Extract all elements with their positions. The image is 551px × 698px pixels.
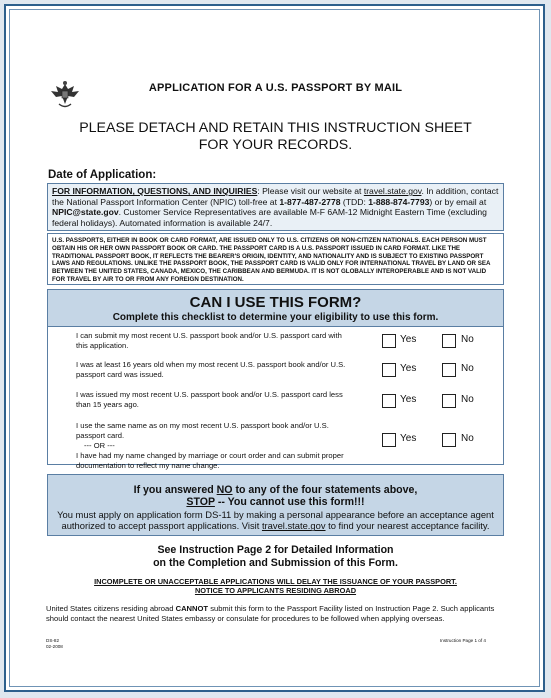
q3-no-checkbox[interactable] [442,394,456,408]
info-box [47,183,504,231]
acceptance-facility-link[interactable]: travel.state.gov [261,520,326,532]
npic-email[interactable]: NPIC@state.gov [52,207,119,218]
checklist-question-3 [76,390,504,410]
warning-notice [0,577,551,595]
passport-notice: U.S. PASSPORTS, EITHER IN BOOK OR CARD FORMAT, ARE ISSUED ONLY TO U.S. CITIZENS OR NON-CITIZEN NATIONALS. EACH PERSON MUST OBTAIN HIS OR HER OWN PASSPORT BOOK OR CARD. THE PASSPORT CARD IS A U.S. PASSPORT ISSUED IN CARD FORMAT. LIKE THE TRADITIONAL PASSPORT BOOK, IT REFLECTS THE BEARER'S ORIGIN, IDENTITY, AND NATIONALITY AND IS SUBJECT TO EXISTING PASSPORT LAWS AND REGULATIONS. UNLIKE THE PASSPORT BOOK, THE PASSPORT CARD IS VALID ONLY FOR INTERNATIONAL TRAVEL BY LAND OR SEA BETWEEN THE UNITED STATES, CANADA, MEXICO, THE CARIBBEAN AND BERMUDA. IT IS NOT GLOBALLY INTEROPERABLE AND IS NOT VALID FOR TRAVEL BY AIR TO OR FROM ANY FOREIGN DESTINATION. [47,233,504,285]
q2-no-label: No [461,363,474,374]
form-number: DS-82 [46,638,60,643]
q4-yes-label: Yes [400,433,417,444]
detach-notice [0,120,551,154]
info-text-3: (TDD: [340,196,369,207]
info-heading: FOR INFORMATION, QUESTIONS, AND INQUIRIES [52,186,258,196]
stop-text: to find your nearest acceptance facility. [325,520,490,532]
website-link[interactable]: travel.state.gov [363,186,422,196]
info-text-4: ) or by email at [429,196,487,207]
see-line-2: on the Completion and Submission of this Form. [153,557,398,569]
checklist-question-2 [76,360,504,380]
tdd-phone: 1-888-874-7793 [368,196,430,207]
q1-no-checkbox[interactable] [442,334,456,348]
abroad-cannot-emphasis: CANNOT [175,604,209,613]
stop-line-4 [48,520,503,531]
q3-yes-label: Yes [400,394,417,405]
checklist-header [48,290,503,327]
question-text: I was at least 16 years old when my most recent U.S. passport book and/or U.S. passport card was issued. [76,360,346,379]
stop-text: -- You cannot use this form!!! [214,496,365,508]
checklist-question-4 [76,421,504,471]
see-line-1: See Instruction Page 2 for Detailed Information [157,544,394,556]
q4-no-checkbox[interactable] [442,433,456,447]
q2-yes-label: Yes [400,363,417,374]
date-of-application-label: Date of Application: [48,169,157,181]
abroad-notice [46,604,508,623]
question-text: I was issued my most recent U.S. passport book and/or U.S. passport card less than 15 years ago. [76,390,343,409]
q1-yes-checkbox[interactable] [382,334,396,348]
see-instruction-notice [0,544,551,570]
stop-text: authorized to accept passport applications. Visit [61,520,262,532]
q2-yes-checkbox[interactable] [382,363,396,377]
application-title: APPLICATION FOR A U.S. PASSPORT BY MAIL [148,82,403,94]
stop-no-emphasis: NO [216,484,233,496]
checklist-subtitle: Complete this checklist to determine your eligibility to use this form. [112,312,439,323]
q4-yes-checkbox[interactable] [382,433,396,447]
question-text: I can submit my most recent U.S. passport book and/or U.S. passport card with this application. [76,331,342,350]
stop-line-1 [48,484,503,496]
detach-line-2: FOR YOUR RECORDS. [198,137,353,153]
abroad-text: United States citizens residing abroad [46,604,176,613]
stop-text: to any of the four statements above, [232,484,418,496]
q4-no-label: No [461,433,474,444]
question-text-4b: I have had my name changed by marriage or court order and can submit proper documentation to reflect my name change. [76,451,344,470]
question-text-4a: I use the same name as on my most recent U.S. passport book and/or U.S. passport card. [76,421,329,440]
detach-line-1: PLEASE DETACH AND RETAIN THIS INSTRUCTION SHEET [79,120,472,136]
stop-text: If you answered [133,484,217,496]
info-text-2: . In addition, contact the National Passport Information Center (NPIC) toll-free at [52,186,499,207]
warning-line-2: NOTICE TO APPLICANTS RESIDING ABROAD [194,586,357,595]
page-number: Instruction Page 1 of 4 [440,638,486,643]
abroad-text: submit this form to the Passport Facility listed on Instruction Page 2. Such applicants should contact the nearest United States embassy or consulate for procedures to be followed when applying overseas. [46,604,495,623]
q2-no-checkbox[interactable] [442,363,456,377]
q1-no-label: No [461,334,474,345]
stop-line-2 [48,496,503,508]
question-or-separator: --- OR --- [84,441,115,450]
checklist-title: CAN I USE THIS FORM? [189,294,362,311]
q3-yes-checkbox[interactable] [382,394,396,408]
q3-no-label: No [461,394,474,405]
npic-phone: 1-877-487-2778 [279,196,341,207]
info-text-5: . Customer Service Representatives are available M-F 6AM-12 Midnight Eastern Time (excluding federal holidays). Automated information is available 24/7. [52,207,487,228]
q1-yes-label: Yes [400,334,417,345]
form-date: 02-2008 [46,644,63,649]
eligibility-checklist [47,289,504,470]
form-identifier [46,638,63,650]
info-text-1: : Please visit our website at [257,186,364,196]
stop-emphasis: STOP [186,496,215,508]
checklist-question-1 [76,331,504,351]
stop-notice [47,474,504,536]
stop-line-3: You must apply on application form DS-11 by making a personal appearance before an acceptance agent [57,509,494,520]
warning-line-1: INCOMPLETE OR UNACCEPTABLE APPLICATIONS WILL DELAY THE ISSUANCE OF YOUR PASSPORT. [94,577,457,586]
